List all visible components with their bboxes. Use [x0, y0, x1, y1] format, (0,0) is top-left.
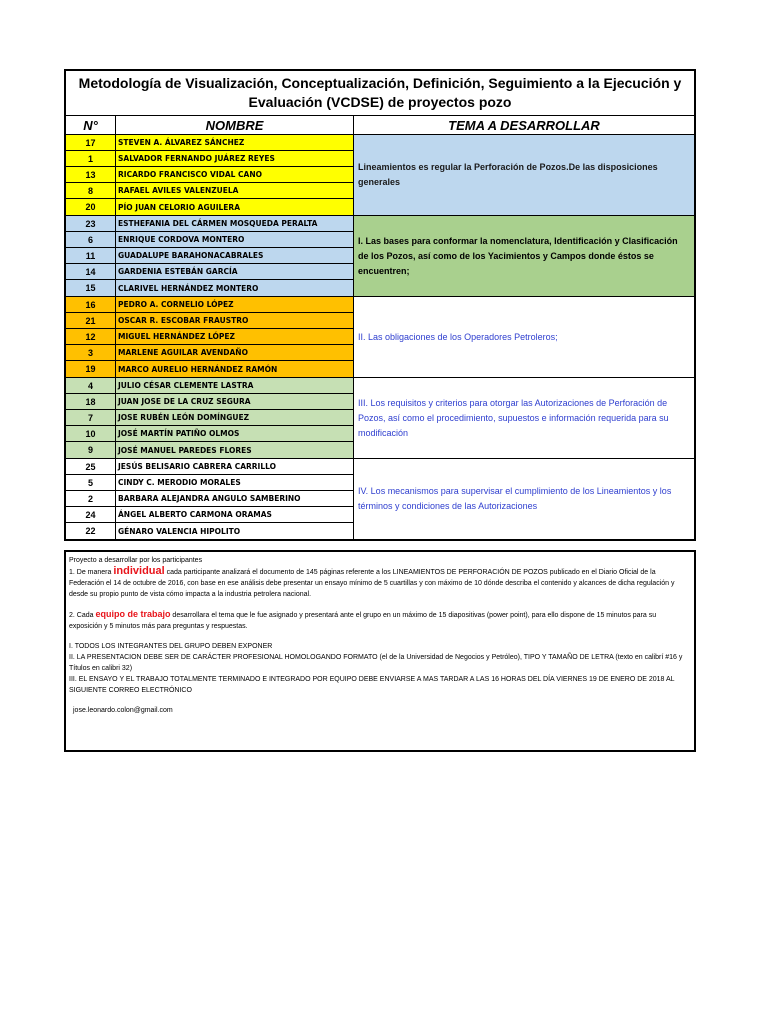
participant-name: STEVEN A. ÁLVAREZ SÁNCHEZ — [118, 138, 245, 147]
participant-number: 2 — [66, 491, 116, 506]
table-row — [66, 426, 353, 442]
participant-number: 21 — [66, 313, 116, 328]
table-row — [66, 135, 353, 151]
table-row — [66, 459, 353, 475]
participant-number: 23 — [66, 216, 116, 231]
participant-name: JESÚS BELISARIO CABRERA CARRILLO — [118, 462, 277, 471]
table-row — [66, 394, 353, 410]
participant-number: 10 — [66, 426, 116, 441]
participant-rows — [66, 459, 354, 539]
topic-group — [66, 459, 694, 539]
participant-name: PEDRO A. CORNELIO LÓPEZ — [118, 300, 234, 309]
notes-item-2 — [69, 609, 691, 632]
table-row — [66, 491, 353, 507]
participant-number: 17 — [66, 135, 116, 150]
notes-rule-2: II. LA PRESENTACION DEBE SER DE CARÁCTER PROFESIONAL HOMOLOGANDO FORMATO (el de la Universidad de Negocios y Petróleo), TIPO Y TAMAÑO DE LETRA (texto en calibrí #16 y Títulos en calibri 32) — [69, 654, 683, 672]
participant-name: ESTHEFANIA DEL CÁRMEN MOSQUEDA PERALTA — [118, 219, 318, 228]
participant-number: 24 — [66, 507, 116, 522]
participant-number: 3 — [66, 345, 116, 360]
table-row — [66, 313, 353, 329]
participant-number: 11 — [66, 248, 116, 263]
participant-name: SALVADOR FERNANDO JUÁREZ REYES — [118, 154, 275, 163]
table-row — [66, 378, 353, 394]
participant-name: MIGUEL HERNÁNDEZ LÓPEZ — [118, 332, 235, 341]
participant-number: 6 — [66, 232, 116, 247]
participant-name: PÍO JUAN CELORIO AGUILERA — [118, 202, 241, 212]
participant-name: GUADALUPE BARAHONACABRALES — [118, 251, 264, 260]
topic-cell: I. Las bases para conformar la nomenclatura, Identificación y Clasificación de los Pozos, así como de los Yacimientos y Campos donde éstos se encuentren; — [354, 216, 694, 296]
column-header-topic: TEMA A DESARROLLAR — [448, 117, 600, 133]
participant-name: CLARIVEL HERNÁNDEZ MONTERO — [118, 283, 259, 293]
table-row — [66, 248, 353, 264]
topic-cell: III. Los requisitos y criterios para otorgar las Autorizaciones de Perforación de Pozos, así como el procedimiento, supuestos e información requerida para su modificación — [354, 378, 694, 458]
topic-group — [66, 297, 694, 378]
participant-rows — [66, 378, 354, 458]
table-row — [66, 410, 353, 426]
participant-name: JOSÉ MARTÍN PATIÑO OLMOS — [118, 429, 240, 438]
participant-number: 22 — [66, 523, 116, 539]
group-list — [66, 135, 694, 539]
participant-number: 8 — [66, 183, 116, 198]
notes-heading: Proyecto a desarrollar por los participantes — [69, 557, 203, 564]
participant-name: JULIO CÉSAR CLEMENTE LASTRA — [118, 381, 254, 390]
participant-number: 7 — [66, 410, 116, 425]
participant-number: 4 — [66, 378, 116, 393]
participant-number: 13 — [66, 167, 116, 182]
header-row — [66, 116, 694, 135]
participant-name: OSCAR R. ESCOBAR FRAUSTRO — [118, 316, 249, 325]
table-row — [66, 264, 353, 280]
participant-name: RICARDO FRANCISCO VIDAL CANO — [118, 170, 263, 179]
table-row — [66, 199, 353, 215]
table-row — [66, 507, 353, 523]
participant-name: JOSE RUBÉN LEÓN DOMÍNGUEZ — [118, 413, 250, 422]
project-notes — [64, 550, 696, 752]
participant-number: 5 — [66, 475, 116, 490]
participant-name: JOSÉ MANUEL PAREDES FLORES — [118, 445, 252, 455]
table-row — [66, 232, 353, 248]
topic-cell: IV. Los mecanismos para supervisar el cumplimiento de los Lineamientos y los términos y condiciones de las Autorizaciones — [354, 459, 694, 539]
table-title: Metodología de Visualización, Conceptualización, Definición, Seguimiento a la Ejecución y Evaluación (VCDSE) de proyectos pozo — [66, 71, 694, 116]
participant-name: GÉNARO VALENCIA HIPOLITO — [118, 526, 241, 536]
table-row — [66, 523, 353, 539]
notes-rule-3: III. EL ENSAYO Y EL TRABAJO TOTALMENTE TERMINADO E INTEGRADO POR EQUIPO DEBE ENVIARSE A MAS TARDAR A LAS 16 HORAS DEL DÍA VIERNES 19 DE ENERO DE 2018 AL SIGUIENTE CORREO ELECTRÓNICO — [69, 676, 675, 694]
table-row — [66, 361, 353, 377]
participant-number: 14 — [66, 264, 116, 279]
table-row — [66, 345, 353, 361]
table-row — [66, 442, 353, 458]
participant-name: CINDY C. MERODIO MORALES — [118, 478, 241, 487]
column-header-name: NOMBRE — [116, 116, 354, 134]
notes-item-2-body: desarrollara el tema que le fue asignado y presentará ante el grupo en un máximo de 15 diapositivas (power point), para ello dispone de 15 minutos para su exposición y 5 minutos más para preguntas y respuestas. — [69, 612, 657, 630]
notes-item-1-prefix: 1. De manera — [69, 569, 114, 576]
participant-name: MARLENE AGUILAR AVENDAÑO — [118, 348, 248, 357]
participant-number: 1 — [66, 151, 116, 166]
participant-number: 15 — [66, 280, 116, 296]
table-row — [66, 297, 353, 313]
participant-rows — [66, 135, 354, 215]
notes-item-1-body: cada participante analizará el documento de 145 páginas referente a los LINEAMIENTOS DE PERFORACIÓN DE POZOS publicado en el Diario Oficial de la Federación el 14 de octubre de 2016, con base en ese análisis debe presentar un ensayo mínimo de 5 cuartillas y con máximo de 10 dónde describa el contenido y alcances de dicha regulación y desde su propio punto de vista cómo impacta a la industria petrolera nacional. — [69, 569, 675, 598]
participant-rows — [66, 297, 354, 377]
participant-name: JUAN JOSE DE LA CRUZ SEGURA — [118, 397, 251, 406]
table-row — [66, 151, 353, 167]
table-row — [66, 280, 353, 296]
participant-number: 19 — [66, 361, 116, 377]
participant-number: 18 — [66, 394, 116, 409]
notes-item-2-prefix: 2. Cada — [69, 612, 96, 619]
table-row — [66, 329, 353, 345]
participant-name: ÁNGEL ALBERTO CARMONA ORAMAS — [118, 510, 272, 519]
topic-cell: Lineamientos es regular la Perforación de Pozos.De las disposiciones generales — [354, 135, 694, 215]
participant-name: RAFAEL AVILES VALENZUELA — [118, 186, 239, 195]
participant-number: 9 — [66, 442, 116, 458]
topic-group — [66, 378, 694, 459]
topic-group — [66, 216, 694, 297]
participant-number: 16 — [66, 297, 116, 312]
column-header-number: N° — [66, 116, 116, 134]
participant-name: BARBARA ALEJANDRA ANGULO SAMBERINO — [118, 494, 301, 503]
participant-name: MARCO AURELIO HERNÁNDEZ RAMÓN — [118, 364, 278, 374]
table-row — [66, 167, 353, 183]
participant-number: 12 — [66, 329, 116, 344]
participant-rows — [66, 216, 354, 296]
notes-item-2-highlight: equipo de trabajo — [95, 609, 171, 619]
table-row — [66, 216, 353, 232]
participant-name: ENRIQUE CORDOVA MONTERO — [118, 235, 245, 244]
participant-number: 20 — [66, 199, 116, 215]
notes-item-1-highlight: individual — [113, 565, 165, 577]
notes-rule-1: I. TODOS LOS INTEGRANTES DEL GRUPO DEBEN EXPONER — [69, 643, 273, 650]
contact-email: jose.leonardo.colon@gmail.com — [73, 707, 173, 714]
participant-name: GARDENIA ESTEBÁN GARCÍA — [118, 267, 238, 276]
topic-cell: II. Las obligaciones de los Operadores Petroleros; — [354, 297, 694, 377]
topic-group — [66, 135, 694, 216]
notes-item-1 — [69, 566, 691, 600]
table-row — [66, 475, 353, 491]
table-row — [66, 183, 353, 199]
participants-table — [64, 69, 696, 541]
participant-number: 25 — [66, 459, 116, 474]
